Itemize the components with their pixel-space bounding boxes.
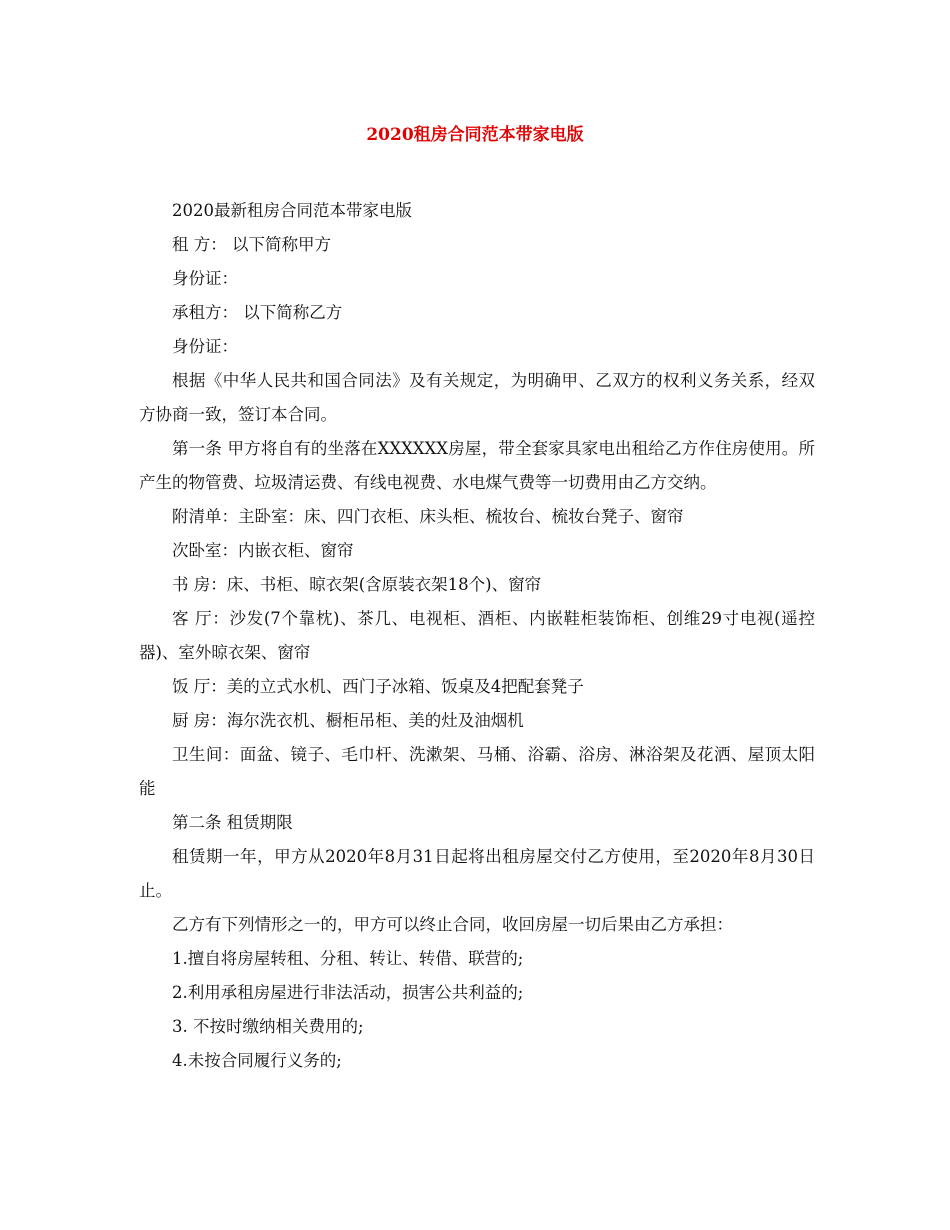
paragraph-inventory-dining-room: 饭 厅：美的立式水机、西门子冰箱、饭桌及4把配套凳子 [172, 677, 584, 696]
paragraph-preamble: 根据《中华人民共和国合同法》及有关规定，为明确甲、乙双方的权利义务关系，经双方协商一致，签订本合同。 [139, 371, 815, 424]
paragraph-inventory-second-bedroom: 次卧室：内嵌衣柜、窗帘 [172, 541, 354, 560]
document-body [139, 194, 815, 1078]
paragraph-termination-item-2: 2.利用承租房屋进行非法活动，损害公共利益的; [172, 983, 524, 1002]
paragraph-article-1: 第一条 甲方将自有的坐落在XXXXXX房屋，带全套家具家电出租给乙方作住房使用。所产生的物管费、垃圾清运费、有线电视费、水电煤气费等一切费用由乙方交纳。 [139, 439, 815, 492]
paragraph-termination-item-3: 3. 不按时缴纳相关费用的; [172, 1017, 364, 1036]
paragraph-termination-intro: 乙方有下列情形之一的，甲方可以终止合同，收回房屋一切后果由乙方承担： [172, 915, 733, 934]
paragraph-article-2-heading: 第二条 租赁期限 [172, 813, 293, 832]
paragraph-lessor: 租 方： 以下简称甲方 [172, 235, 331, 254]
paragraph-termination-item-1: 1.擅自将房屋转租、分租、转让、转借、联营的; [172, 949, 524, 968]
paragraph-inventory-bathroom: 卫生间：面盆、镜子、毛巾杆、洗漱架、马桶、浴霸、浴房、淋浴架及花洒、屋顶太阳能 [139, 745, 815, 798]
paragraph-inventory-study: 书 房：床、书柜、晾衣架(含原装衣架18个)、窗帘 [172, 575, 542, 594]
paragraph-lessee: 承租方： 以下简称乙方 [172, 303, 343, 322]
paragraph-lessee-id: 身份证： [172, 337, 238, 356]
paragraph-termination-item-4: 4.未按合同履行义务的; [172, 1051, 342, 1070]
paragraph-inventory-master-bedroom: 附清单：主卧室：床、四门衣柜、床头柜、梳妆台、梳妆台凳子、窗帘 [172, 507, 684, 526]
paragraph-subtitle: 2020最新租房合同范本带家电版 [172, 201, 412, 220]
paragraph-lessor-id: 身份证： [172, 269, 238, 288]
paragraph-inventory-living-room: 客 厅：沙发(7个靠枕)、茶几、电视柜、酒柜、内嵌鞋柜装饰柜、创维29寸电视(遥控器)、室外晾衣架、窗帘 [139, 609, 815, 662]
document-title: 2020租房合同范本带家电版 [366, 125, 584, 145]
paragraph-inventory-kitchen: 厨 房：海尔洗衣机、橱柜吊柜、美的灶及油烟机 [172, 711, 524, 730]
paragraph-lease-term: 租赁期一年，甲方从2020年8月31日起将出租房屋交付乙方使用，至2020年8月30日止。 [139, 847, 815, 900]
